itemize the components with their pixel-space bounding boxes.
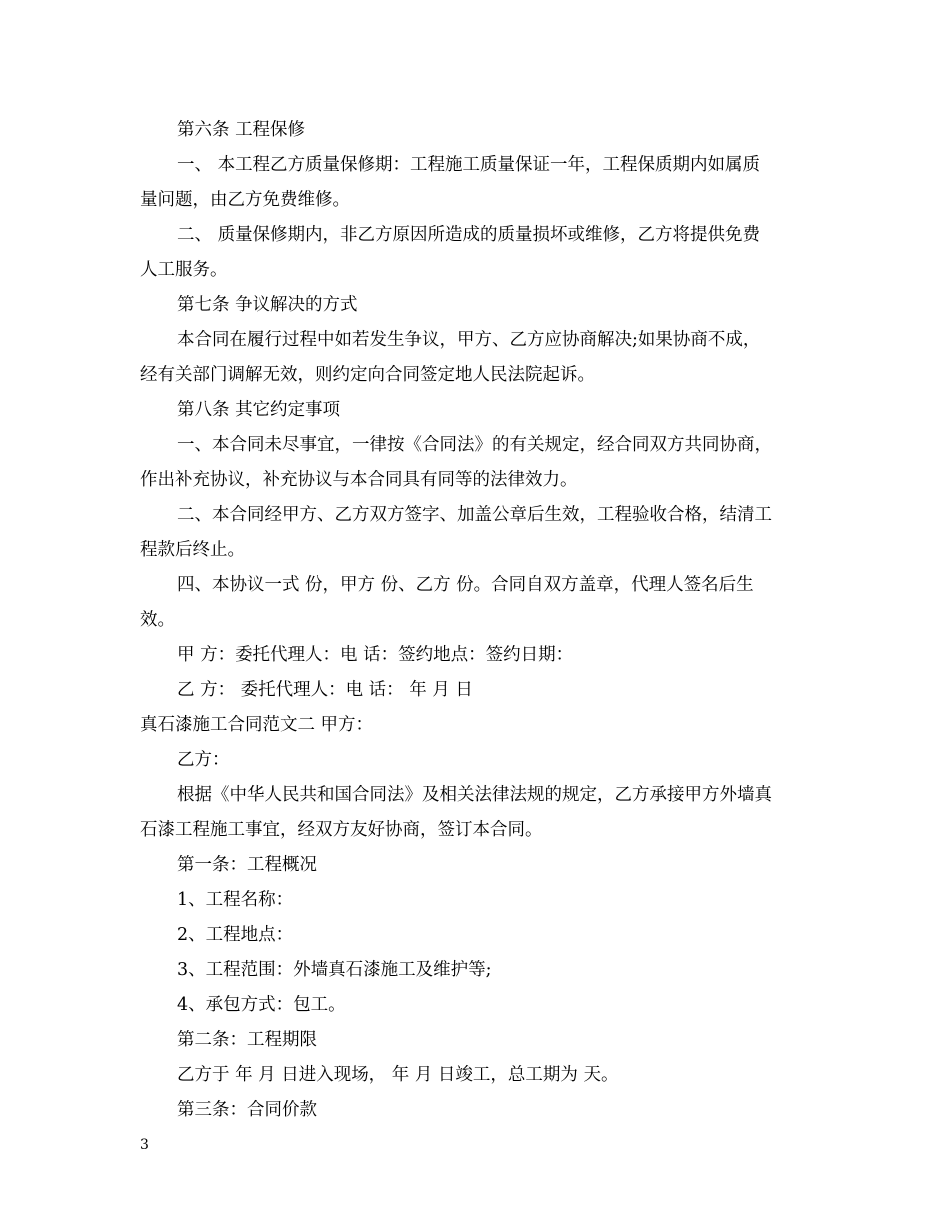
paragraph-line: 作出补充协议，补充协议与本合同具有同等的法律效力。 — [140, 470, 578, 490]
clause-6-heading: 第六条 工程保修 — [177, 120, 306, 140]
document-body — [140, 113, 810, 1128]
list-item: 4、承包方式：包工。 — [177, 995, 346, 1015]
clause-8-heading: 第八条 其它约定事项 — [177, 400, 341, 420]
paragraph-line: 效。 — [140, 610, 175, 630]
paragraph-line: 一、 本工程乙方质量保修期：工程施工质量保证一年，工程保质期内如属质 — [177, 155, 761, 175]
paragraph-line: 二、 质量保修期内，非乙方原因所造成的质量损坏或维修，乙方将提供免费 — [177, 225, 761, 245]
party-b-signature-line: 乙 方： 委托代理人：电 话： 年 月 日 — [177, 680, 473, 700]
paragraph-line: 人工服务。 — [140, 260, 228, 280]
paragraph-line: 根据《中华人民共和国合同法》及相关法律法规的规定，乙方承接甲方外墙真 — [177, 785, 772, 805]
list-item: 1、工程名称： — [177, 890, 294, 910]
party-b-line: 乙方： — [177, 750, 230, 770]
clause-3-heading: 第三条：合同价款 — [177, 1100, 317, 1120]
clause-1-heading: 第一条：工程概况 — [177, 855, 317, 875]
paragraph-line: 程款后终止。 — [140, 540, 245, 560]
clause-7-heading: 第七条 争议解决的方式 — [177, 295, 358, 315]
paragraph-line: 乙方于 年 月 日进入现场， 年 月 日竣工，总工期为 天。 — [177, 1065, 619, 1085]
paragraph-line: 二、本合同经甲方、乙方双方签字、加盖公章后生效，工程验收合格，结清工 — [177, 505, 772, 525]
list-item: 3、工程范围：外墙真石漆施工及维护等; — [177, 960, 492, 980]
second-contract-title: 真石漆施工合同范文二 甲方： — [140, 715, 374, 735]
list-item: 2、工程地点： — [177, 925, 294, 945]
paragraph-line: 本合同在履行过程中如若发生争议，甲方、乙方应协商解决;如果协商不成， — [177, 330, 761, 350]
party-a-signature-line: 甲 方：委托代理人：电 话：签约地点：签约日期： — [177, 645, 574, 665]
paragraph-line: 量问题，由乙方免费维修。 — [140, 190, 350, 210]
page-number: 3 — [140, 1137, 149, 1153]
clause-2-heading: 第二条：工程期限 — [177, 1030, 317, 1050]
paragraph-line: 一、本合同未尽事宜，一律按《合同法》的有关规定，经合同双方共同协商， — [177, 435, 772, 455]
paragraph-line: 经有关部门调解无效，则约定向合同签定地人民法院起诉。 — [140, 365, 595, 385]
paragraph-line: 四、本协议一式 份，甲方 份、乙方 份。合同自双方盖章，代理人签名后生 — [177, 575, 754, 595]
paragraph-line: 石漆工程施工事宜，经双方友好协商，签订本合同。 — [140, 820, 543, 840]
